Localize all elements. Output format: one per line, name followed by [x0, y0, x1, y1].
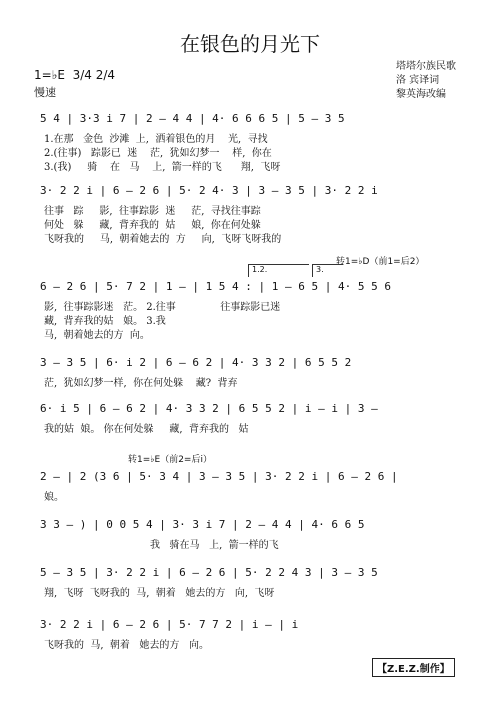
lyric-line-2-verse-1: 往事 踪 影, 往事踪影 迷 茫, 寻找往事踪	[44, 206, 261, 217]
volta-label-1-2: 1.2.	[252, 265, 268, 274]
lyric-line-3-verse-2: 藏, 背弃我的姑 娘。 3.我	[44, 316, 166, 327]
lyric-line-1-verse-3: 3.(我) 骑 在 马 上, 箭一样的飞 翔, 飞呀	[44, 162, 281, 173]
lyric-line-2-verse-3: 飞呀我的 马, 朝着她去的 方 向, 飞呀飞呀我的	[44, 234, 282, 245]
notation-line-5: 6· i 5 | 6 — 6 2 | 4· 3 3 2 | 6 5 5 2 | i — i | 3 —	[40, 402, 378, 415]
lyric-line-3-verse-1: 影, 往事踪影迷 茫。 2.往事 往事踪影已迷	[44, 302, 281, 313]
lyric-line-8: 翔, 飞呀 飞呀我的 马, 朝着 她去的方 向, 飞呀	[44, 588, 275, 599]
modulation-marking-1: 转1=♭D（前1=后2）	[336, 257, 425, 267]
credits	[396, 60, 496, 102]
notation-line-2: 3· 2 2 i | 6 — 2 6 | 5· 2 4· 3 | 3 — 3 5 | 3· 2 2 i	[40, 184, 378, 197]
notation-line-7: 3 3 — ) | 0 0 5 4 | 3· 3 i 7 | 2 — 4 4 | 4· 6 6 5	[40, 518, 365, 531]
credit-lyricist: 洛 宾译词	[396, 75, 440, 86]
key-label: 1=♭E	[34, 68, 65, 82]
lyric-line-6: 娘。	[44, 492, 64, 503]
time-signature: 3/4 2/4	[72, 68, 116, 82]
volta-label-3: 3.	[316, 265, 324, 274]
lyric-line-5: 我的姑 娘。 你在何处躲 藏, 背弃我的 姑	[44, 424, 249, 435]
lyric-line-1-verse-1: 1.在那 金色 沙滩 上, 洒着银色的月 光, 寻找	[44, 134, 268, 145]
modulation-marking-2: 转1=♭E（前2=后i）	[128, 455, 212, 465]
lyric-line-1-verse-2: 2.(往事) 踪影已 迷 茫, 犹如幻梦一 样, 你在	[44, 148, 272, 159]
producer-badge: 【Z.E.Z.制作】	[372, 658, 455, 677]
notation-line-4: 3 — 3 5 | 6· i 2 | 6 — 6 2 | 4· 3 3 2 | 6 5 5 2	[40, 356, 352, 369]
notation-line-1: 5 4 | 3·3 i 7 | 2 — 4 4 | 4· 6 6 6 5 | 5 — 3 5	[40, 112, 345, 125]
credit-origin: 塔塔尔族民歌	[396, 61, 456, 72]
credit-arranger: 黎英海改编	[396, 89, 446, 100]
lyric-line-9: 飞呀我的 马, 朝着 她去的方 向。	[44, 640, 209, 651]
notation-line-9: 3· 2 2 i | 6 — 2 6 | 5· 7 7 2 | i — | i	[40, 618, 299, 631]
lyric-line-7: 我 骑在马 上, 箭一样的飞	[150, 540, 279, 551]
key-signature	[34, 68, 115, 82]
lyric-line-3-verse-3: 马, 朝着她去的方 向。	[44, 330, 150, 341]
notation-line-6: 2 — | 2 (3 6 | 5· 3 4 | 3 — 3 5 | 3· 2 2 i | 6 — 2 6 |	[40, 470, 398, 483]
tempo-marking: 慢速	[34, 86, 56, 99]
lyric-line-2-verse-2: 何处 躲 藏, 背弃我的 姑 娘, 你在何处躲	[44, 220, 261, 231]
page-title: 在银色的月光下	[180, 32, 320, 56]
notation-line-3: 6 — 2 6 | 5· 7 2 | 1 — | 1 5 4 : | 1 — 6 5 | 4· 5 5 6	[40, 280, 391, 293]
notation-line-8: 5 — 3 5 | 3· 2 2 i | 6 — 2 6 | 5· 2 2 4 3 | 3 — 3 5	[40, 566, 378, 579]
lyric-line-4: 茫, 犹如幻梦一样, 你在何处躲 藏? 背弃	[44, 378, 238, 389]
